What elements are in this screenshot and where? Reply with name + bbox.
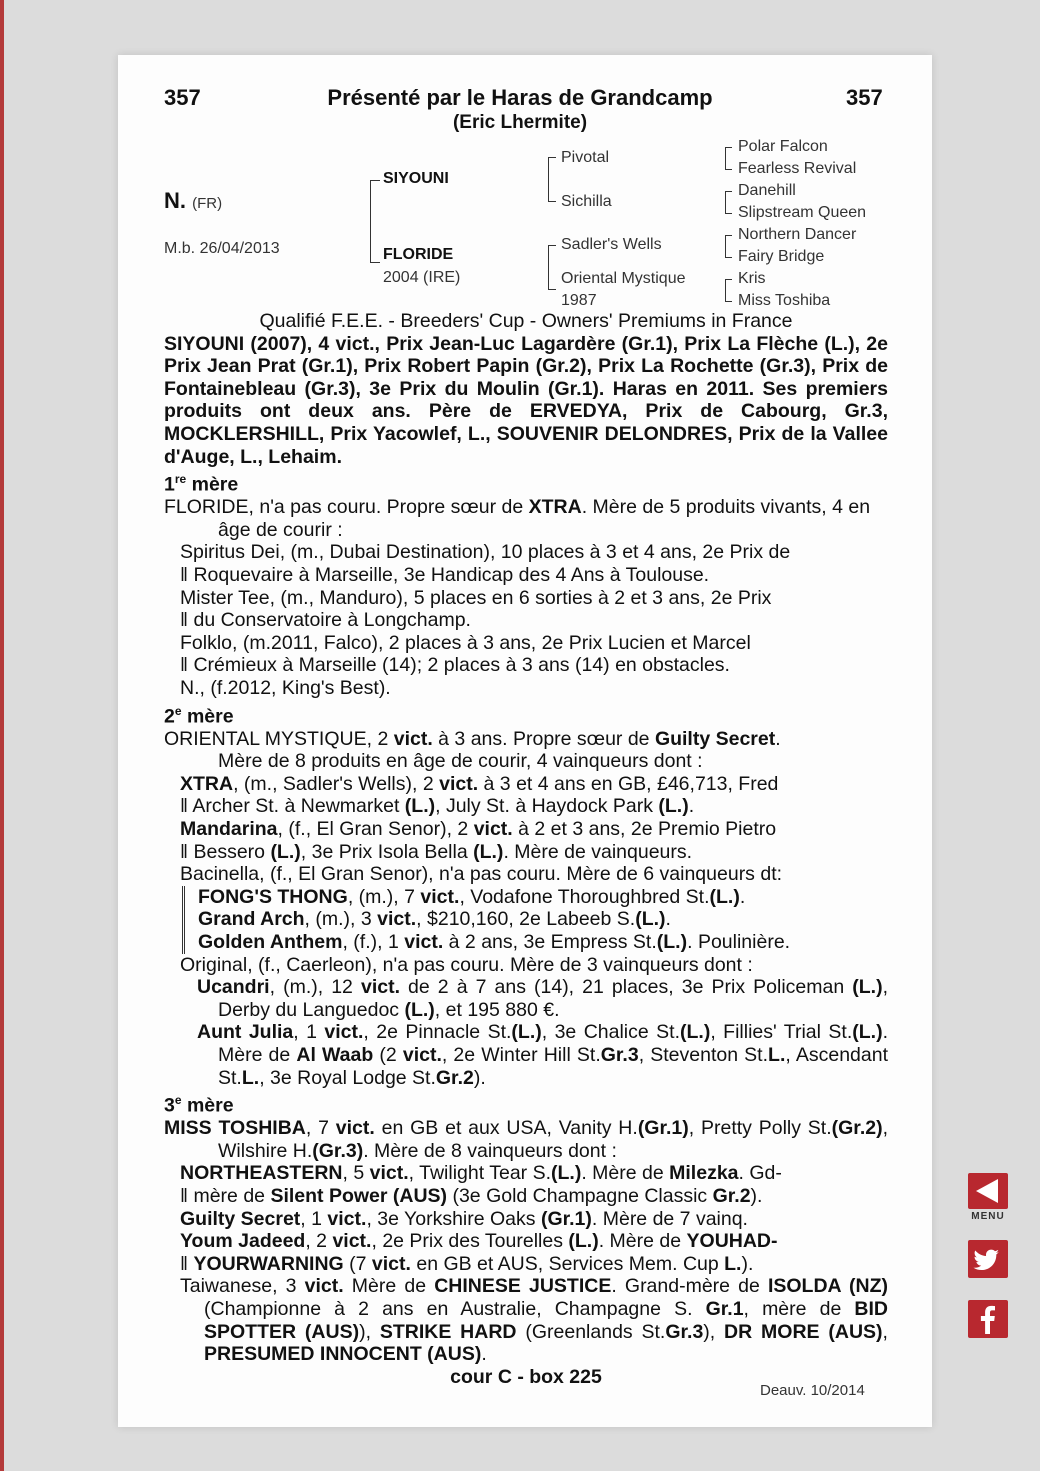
box-location: cour C - box 225 <box>450 1365 602 1388</box>
bracket-tick <box>725 147 732 148</box>
text: , 5 <box>342 1162 370 1185</box>
produce-line <box>164 976 888 1021</box>
heading-word: mère <box>186 705 234 728</box>
text: . <box>665 908 671 931</box>
text: . Mère de <box>218 1021 888 1066</box>
text: . Mère de 7 vainq. <box>591 1207 748 1230</box>
horse-link: XTRA <box>528 496 582 519</box>
horse-name <box>164 188 222 214</box>
produce-line: Spiritus Dei, (m., Dubai Destination), 10 places à 3 et 4 ans, 2e Prix de <box>180 541 791 564</box>
horse-origin: (FR) <box>192 195 223 212</box>
text: (7 <box>343 1252 372 1275</box>
text: . Grand-mère de <box>611 1275 768 1298</box>
text: Mère de <box>343 1275 435 1298</box>
grade: (Gr.1) <box>637 1117 689 1140</box>
text: . Mère de 8 vainqueurs dont : <box>363 1139 617 1162</box>
qualification-line: Qualifié F.E.E. - Breeders' Cup - Owners' Premiums in France <box>259 310 793 332</box>
text: (Greenlands St. <box>516 1320 666 1343</box>
text: , Twilight Tear S. <box>408 1162 552 1185</box>
text: , (m.), 3 <box>304 908 378 931</box>
heading-word: mère <box>191 473 239 496</box>
pedigree-bracket-g2a <box>548 157 549 201</box>
text: , 3e Prix Isola Bella <box>300 840 474 863</box>
birth-info: M.b. 26/04/2013 <box>164 240 280 257</box>
heading-sup: re <box>174 472 187 487</box>
horse-link: Ucandri <box>197 976 270 999</box>
lot-number-right: 357 <box>846 85 883 110</box>
produce-line <box>164 773 888 796</box>
text: ), <box>359 1320 380 1343</box>
horse-link: Mandarina <box>180 818 278 841</box>
text: , $210,160, 2e Labeeb S. <box>416 908 636 931</box>
text: , Ascendant St. <box>218 1044 888 1089</box>
grade: L. <box>768 1044 786 1066</box>
vict: vict. <box>473 818 513 841</box>
pedigree-bracket-g3d <box>725 279 726 301</box>
horse-link: FONG'S THONG <box>198 885 348 908</box>
vict: vict. <box>377 908 417 931</box>
produce-line: ‖ du Conservatoire à Longchamp. <box>180 609 471 632</box>
back-arrow-icon <box>976 1179 998 1203</box>
vict: vict. <box>369 1162 409 1185</box>
produce-line: Mister Tee, (m., Manduro), 5 places en 6 sorties à 2 et 3 ans, 2e Prix <box>180 586 772 609</box>
pedigree-g3-6: Fairy Bridge <box>738 248 825 265</box>
text: , 7 <box>305 1117 336 1140</box>
lot-number-left: 357 <box>164 85 201 110</box>
grade: (L.) <box>709 885 740 908</box>
text: ‖ <box>180 1252 194 1275</box>
pedigree-g3-8: Miss Toshiba <box>738 292 831 309</box>
grade: L. <box>241 1066 260 1089</box>
pedigree-sire: SIYOUNI <box>383 170 449 187</box>
first-dam-intro <box>164 496 888 541</box>
pedigree-dam-info: 2004 (IRE) <box>383 269 461 286</box>
text: à 3 ans. Propre sœur de <box>432 727 655 750</box>
produce-line: Folklo, (m.2011, Falco), 2 places à 3 ans, 2e Prix Lucien et Marcel <box>180 631 751 654</box>
grade: (L.) <box>551 1162 582 1185</box>
horse-link: YOURWARNING <box>193 1252 344 1275</box>
bracket-tick <box>548 157 556 158</box>
text: à 2 ans, 3e Empress St. <box>443 931 657 954</box>
horse-link: Guilty Secret <box>654 727 776 750</box>
pedigree-g2-3: Sadler's Wells <box>561 236 662 253</box>
produce-line <box>198 908 888 931</box>
bracket-tick <box>725 235 732 236</box>
pedigree-bracket-g3a <box>725 147 726 169</box>
horse-link: XTRA <box>180 772 234 795</box>
grade: (L.) <box>852 976 883 999</box>
text: Taiwanese, 3 <box>180 1275 305 1298</box>
grade: (Gr.2) <box>831 1117 883 1140</box>
text: en GB et AUS, Services Mem. Cup <box>410 1252 725 1275</box>
grade: (L.) <box>680 1021 711 1044</box>
vict: vict. <box>439 772 479 795</box>
grade: (L.) <box>852 1021 883 1044</box>
grade: Gr.3 <box>665 1320 704 1343</box>
vict: vict. <box>404 931 444 954</box>
page-title: Présenté par le Haras de Grandcamp <box>327 85 713 110</box>
pedigree-g2-1: Pivotal <box>561 149 610 166</box>
pedigree-bracket-g3b <box>725 191 726 213</box>
text: , 1 <box>300 1207 328 1230</box>
pedigree-g3-1: Polar Falcon <box>738 138 828 155</box>
text: à 3 et 4 ans en GB, £46,713, Fred <box>478 772 779 795</box>
pedigree-dam: FLORIDE <box>383 246 454 263</box>
horse-link: Silent Power (AUS) <box>270 1185 448 1208</box>
produce-line <box>164 1253 888 1276</box>
text: . Mère de 5 produits vivants, 4 en âge de courir : <box>218 496 871 541</box>
produce-line <box>164 1208 888 1231</box>
text: , 1 <box>293 1021 325 1044</box>
grade: (L.) <box>511 1021 542 1044</box>
heading-num: 3 <box>164 1094 175 1117</box>
text: ORIENTAL MYSTIQUE, 2 <box>164 727 394 750</box>
horse-link: Grand Arch <box>198 908 305 931</box>
text: de 2 à 7 ans (14), 21 places, 3e Prix Policeman <box>400 976 853 999</box>
text: , July St. à Haydock Park <box>435 795 659 818</box>
bracket-tick <box>370 262 380 263</box>
bracket-tick <box>725 279 732 280</box>
grade: (Gr.1) <box>540 1207 592 1230</box>
horse-link: YOUHAD- <box>686 1230 778 1253</box>
grade: L. <box>724 1252 742 1275</box>
bracket-tick <box>370 180 380 181</box>
horse-link: ISOLDA (NZ) <box>767 1275 889 1298</box>
horse-link: PRESUMED INNOCENT (AUS) <box>204 1343 482 1366</box>
vict: vict. <box>402 1044 442 1066</box>
menu-button[interactable] <box>968 1173 1008 1209</box>
second-dam-intro-cont: Mère de 8 produits en âge de courir, 4 vainqueurs dont : <box>218 750 703 773</box>
third-dam-intro <box>164 1117 888 1162</box>
text: , Vodafone Thoroughbred St. <box>459 885 710 908</box>
heading-sup: e <box>174 1093 182 1108</box>
horse-link: DR MORE (AUS) <box>724 1320 883 1343</box>
grade: (L.) <box>568 1230 599 1253</box>
text: ). <box>750 1185 763 1208</box>
bracket-tick <box>725 257 732 258</box>
text: , Wilshire H. <box>218 1117 888 1162</box>
bracket-tick <box>548 289 556 290</box>
grade: Gr.1 <box>705 1298 744 1321</box>
grade: (L.) <box>404 795 436 818</box>
bracket-tick <box>548 201 556 202</box>
text: . <box>688 795 695 818</box>
text: ‖ Bessero <box>180 840 271 863</box>
produce-line <box>164 1230 888 1253</box>
text: , 2e Pinnacle St. <box>363 1021 512 1044</box>
text: , Fillies' Trial St. <box>710 1021 853 1044</box>
vict: vict. <box>304 1275 344 1298</box>
text: , mère de <box>743 1298 855 1321</box>
grade: (L.) <box>473 840 504 863</box>
produce-line <box>198 886 888 909</box>
horse-link: MISS TOSHIBA <box>164 1117 306 1140</box>
vict: vict. <box>324 1021 364 1044</box>
grade: (L.) <box>270 840 301 863</box>
vict: vict. <box>327 1207 367 1230</box>
heading-word: mère <box>186 1094 234 1117</box>
produce-line <box>164 1185 888 1208</box>
text: , (f.), 1 <box>342 931 405 954</box>
text: ). <box>473 1066 486 1089</box>
grade: (Gr.3) <box>312 1139 364 1162</box>
horse-link: BID SPOTTER (AUS) <box>204 1298 888 1343</box>
text: , <box>882 1320 888 1343</box>
text: , 2 <box>305 1230 333 1253</box>
first-dam-heading <box>164 468 888 496</box>
grade: Gr.2 <box>435 1066 474 1089</box>
horse-link: Youm Jadeed <box>180 1230 306 1253</box>
text: en GB et aux USA, Vanity H. <box>374 1117 638 1140</box>
text: , et 195 880 €. <box>434 998 560 1021</box>
vict: vict. <box>420 885 460 908</box>
heading-sup: e <box>174 703 182 718</box>
grade: Gr.3 <box>600 1044 639 1066</box>
text: . Poulinière. <box>687 931 791 954</box>
pedigree-g2-2: Sichilla <box>561 193 612 210</box>
text: . Mère de vainqueurs. <box>503 840 693 863</box>
text: , (m.), 12 <box>269 976 361 999</box>
horse-link: NORTHEASTERN <box>180 1162 343 1185</box>
pedigree-bracket-g2b <box>548 245 549 289</box>
text: , Derby du Languedoc <box>218 976 888 1021</box>
text: . <box>739 885 746 908</box>
text: . Mère de <box>598 1230 687 1253</box>
text: , (f., El Gran Senor), 2 <box>277 818 474 841</box>
produce-line: ‖ Roquevaire à Marseille, 3e Handicap des 4 Ans à Toulouse. <box>180 564 710 587</box>
vict: vict. <box>332 1230 372 1253</box>
pedigree-g2-4: Oriental Mystique <box>561 270 686 287</box>
grade: (L.) <box>635 908 666 931</box>
text: , 2e Winter Hill St. <box>441 1044 601 1066</box>
text: , Steventon St. <box>638 1044 769 1066</box>
grade: (L.) <box>656 931 688 954</box>
bacinella-produce <box>182 886 888 954</box>
text: (3e Gold Champagne Classic <box>447 1185 713 1208</box>
text: ). <box>741 1252 754 1275</box>
facebook-button[interactable] <box>968 1300 1008 1338</box>
second-dam-heading <box>164 700 888 728</box>
page-subtitle: (Eric Lhermite) <box>452 112 588 133</box>
produce-line <box>164 1021 888 1089</box>
pedigree-g3-3: Danehill <box>738 182 796 199</box>
produce-line <box>198 931 888 954</box>
text: , 2e Prix des Tourelles <box>371 1230 569 1253</box>
grade: Gr.2 <box>712 1185 751 1208</box>
twitter-icon <box>968 1240 1008 1278</box>
horse-name-text: N. <box>164 188 186 213</box>
horse-link: Guilty Secret <box>180 1207 301 1230</box>
produce-line: ‖ Crémieux à Marseille (14); 2 places à 3 ans (14) en obstacles. <box>180 654 730 677</box>
pedigree-g2-info: 1987 <box>561 292 597 309</box>
text: FLORIDE, n'a pas couru. Propre sœur de <box>164 496 529 519</box>
text: , 3e Chalice St. <box>541 1021 680 1044</box>
text: , Pretty Polly St. <box>688 1117 832 1140</box>
produce-line <box>164 841 888 864</box>
grade: (L.) <box>658 795 689 818</box>
pedigree-g3-4: Slipstream Queen <box>738 204 867 221</box>
bracket-tick <box>548 245 556 246</box>
vict: vict. <box>335 1117 375 1140</box>
left-edge-bar <box>0 0 4 1471</box>
produce-line: Original, (f., Caerleon), n'a pas couru. Mère de 3 vainqueurs dont : <box>180 953 753 976</box>
vict: vict. <box>393 727 433 750</box>
text: (Championne à 2 ans en Australie, Champagne S. <box>204 1298 706 1321</box>
produce-line <box>164 1275 888 1365</box>
text: , 3e Royal Lodge St. <box>259 1066 436 1089</box>
text: . <box>481 1343 487 1366</box>
bracket-tick <box>725 169 732 170</box>
sire-paragraph: SIYOUNI (2007), 4 vict., Prix Jean-Luc Lagardère (Gr.1), Prix La Flèche (L.), 2e Prix Jean Prat (Gr.1), Prix Robert Papin (Gr.2), Prix La Rochette (Gr.3), Prix de Fontainebleau (Gr.3), 3e Prix du Moulin (Gr.1). Haras en 2011. Ses premiers produits ont deux ans. Père de ERVEDYA, Prix de Cabourg, Gr.3, MOCKLERSHILL, Prix Yacowlef, L., SOUVENIR DELONDRES, Prix de la Vallee d'Auge, L., Lehaim. <box>164 332 888 468</box>
horse-link: Golden Anthem <box>198 931 343 954</box>
text: . <box>775 727 781 750</box>
horse-link: STRIKE HARD <box>379 1320 517 1343</box>
text: , (m.), 7 <box>347 885 421 908</box>
text: , (m., Sadler's Wells), 2 <box>233 772 440 795</box>
text: ‖ mère de <box>180 1185 271 1208</box>
bracket-tick <box>725 213 732 214</box>
text: à 2 et 3 ans, 2e Premio Pietro <box>512 818 777 841</box>
heading-num: 2 <box>164 705 175 728</box>
text: . Gd- <box>738 1162 782 1185</box>
grade: (L.) <box>404 998 435 1021</box>
footer-sale-date: Deauv. 10/2014 <box>760 1382 865 1399</box>
horse-link: Milezka <box>669 1162 739 1185</box>
pedigree-notes <box>164 310 888 1388</box>
bracket-tick <box>725 301 732 302</box>
pedigree-g3-5: Northern Dancer <box>738 226 857 243</box>
produce-line <box>164 795 888 818</box>
second-dam-intro <box>164 728 888 751</box>
bracket-tick <box>725 191 732 192</box>
vict: vict. <box>360 976 400 999</box>
produce-line: N., (f.2012, King's Best). <box>180 677 391 699</box>
horse-link: Aunt Julia <box>197 1021 294 1044</box>
text: , 3e Yorkshire Oaks <box>366 1207 541 1230</box>
text: ‖ Archer St. à Newmarket <box>180 795 405 818</box>
heading-num: 1 <box>164 473 175 496</box>
pedigree-bracket-g1 <box>370 180 371 262</box>
twitter-button[interactable] <box>968 1240 1008 1278</box>
produce-line: Bacinella, (f., El Gran Senor), n'a pas couru. Mère de 6 vainqueurs dt: <box>180 863 783 886</box>
produce-line <box>164 1162 888 1185</box>
produce-line <box>164 818 888 841</box>
horse-link: Al Waab <box>296 1044 374 1066</box>
pedigree-g3-2: Fearless Revival <box>738 160 857 177</box>
text: . Mère de <box>581 1162 670 1185</box>
menu-label: MENU <box>971 1211 1005 1222</box>
horse-link: CHINESE JUSTICE <box>434 1275 612 1298</box>
pedigree-g3-7: Kris <box>738 270 766 287</box>
vict: vict. <box>371 1252 411 1275</box>
facebook-icon <box>968 1300 1008 1338</box>
pedigree-bracket-g3c <box>725 235 726 257</box>
text: ), <box>703 1320 725 1343</box>
text: (2 <box>373 1044 403 1066</box>
third-dam-heading <box>164 1089 888 1117</box>
